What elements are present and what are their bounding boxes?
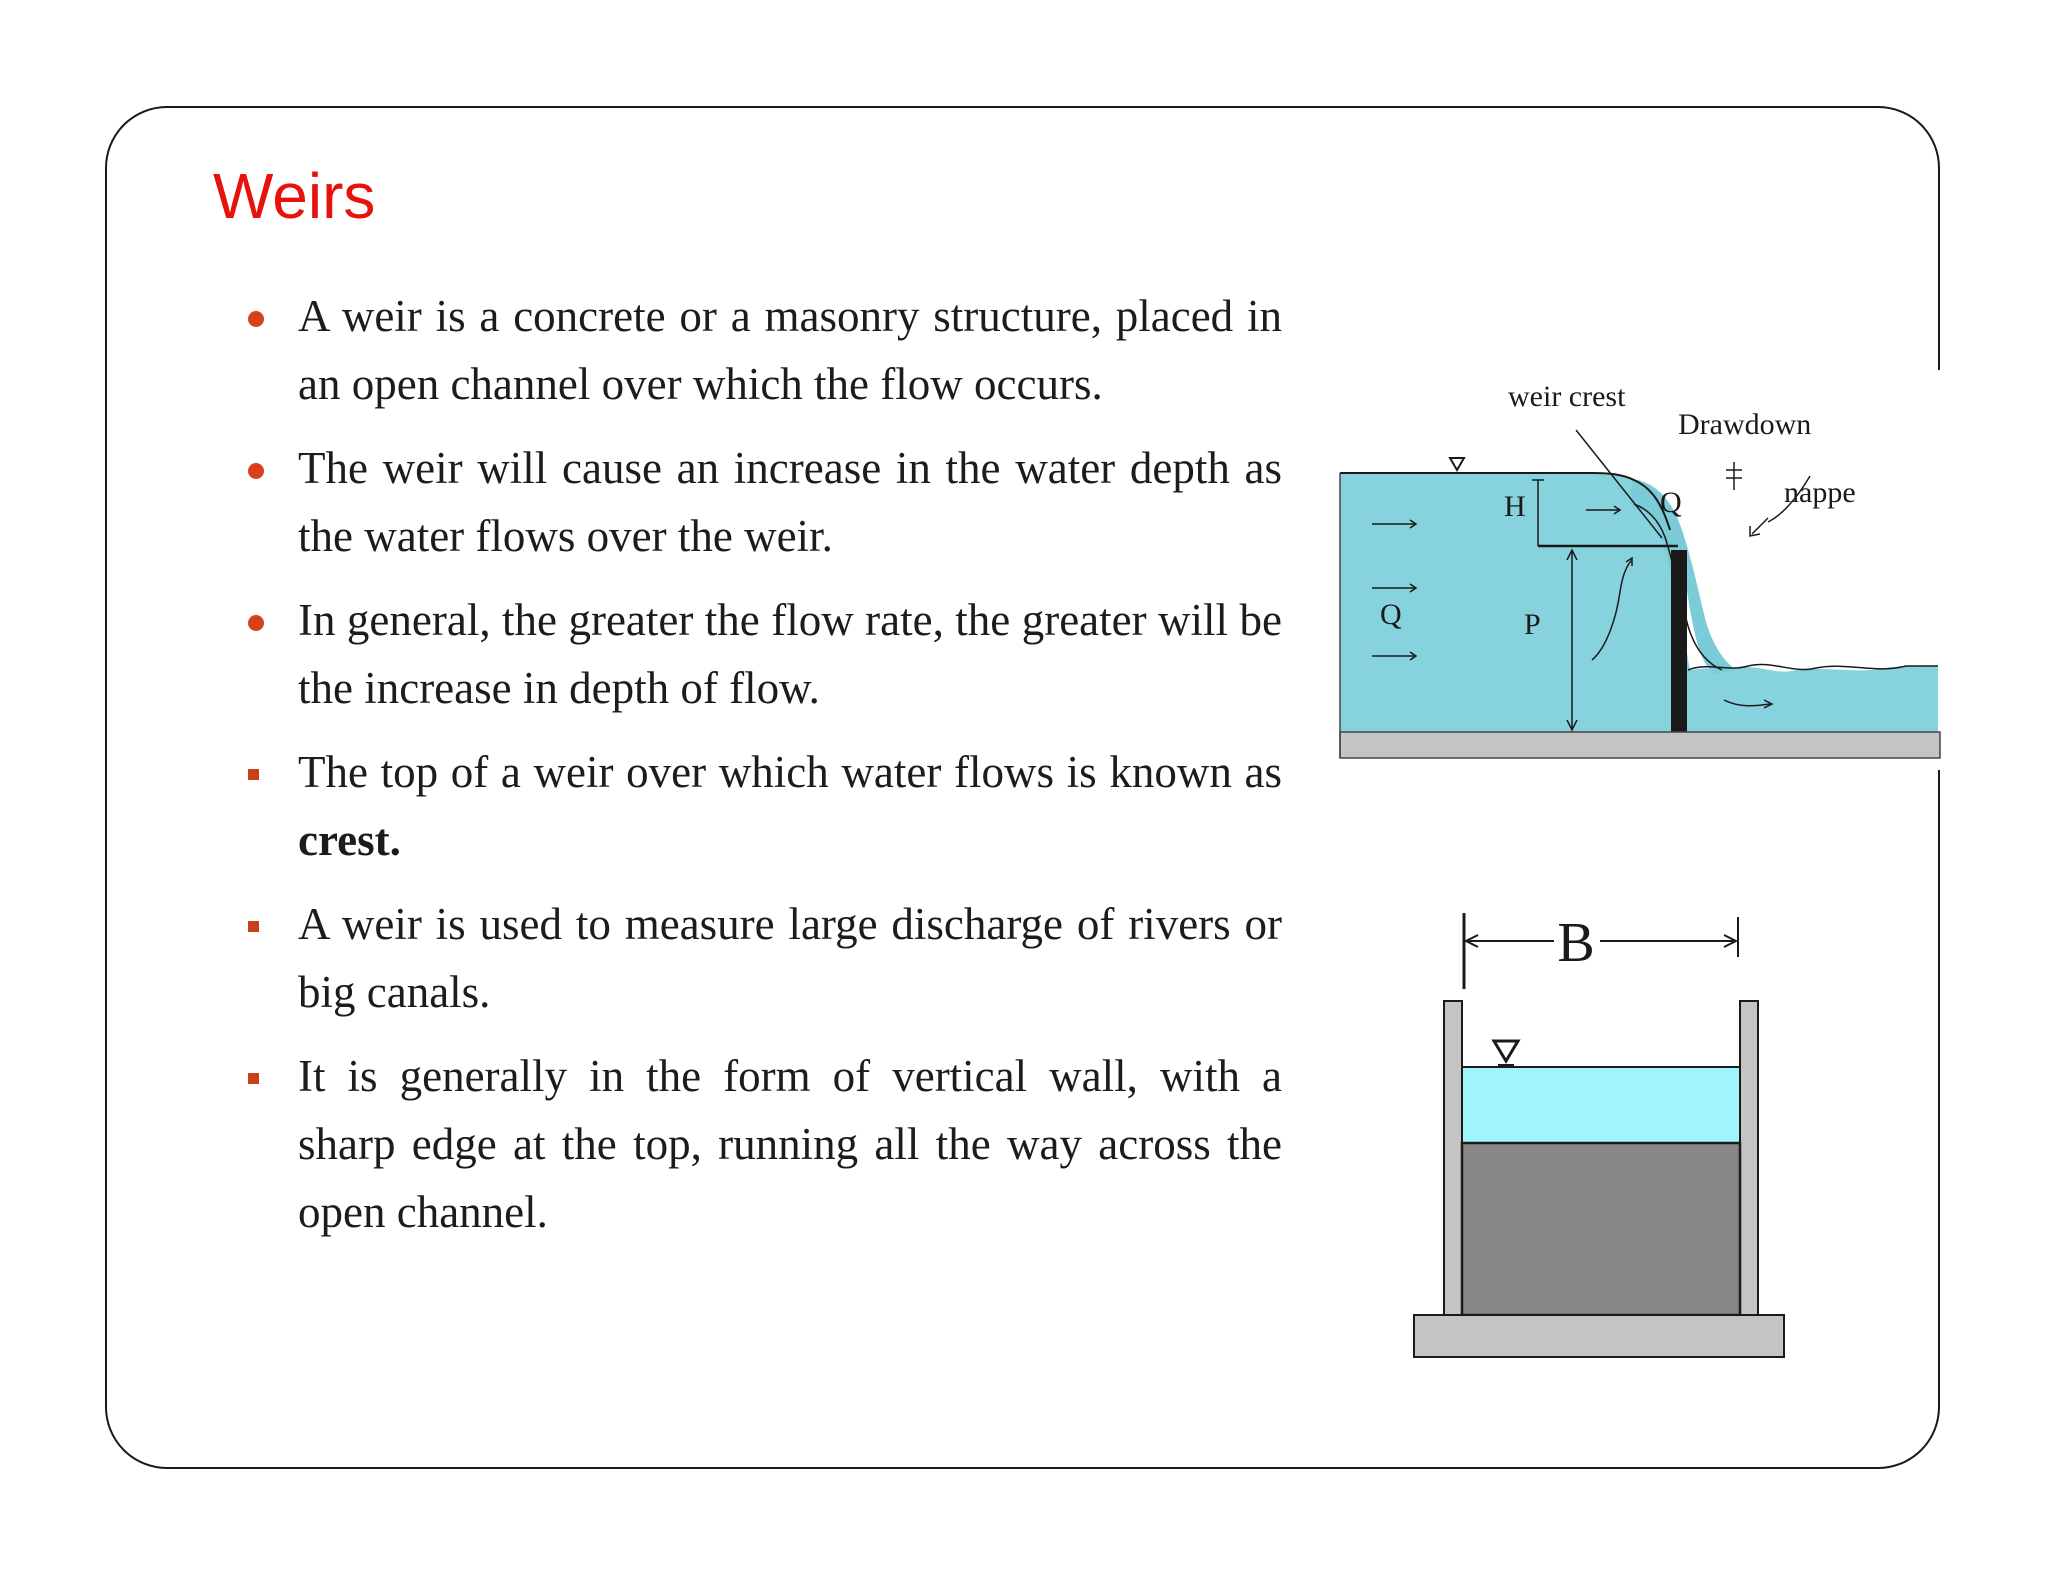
bullet-text: It is generally in the form of vertical wall, with a sharp edge at the top, running all the way across the open channel. — [298, 1051, 1282, 1237]
weir-front-view-diagram — [1404, 905, 1792, 1365]
bullet-dot-icon — [248, 586, 264, 654]
bullet-square-icon — [248, 738, 259, 806]
bullet-square-icon — [248, 890, 259, 958]
q-upstream-label: Q — [1380, 598, 1402, 631]
channel-bed — [1340, 732, 1940, 758]
bullet-item — [240, 434, 1282, 570]
weir-crest-label: weir crest — [1508, 380, 1626, 413]
bullet-item — [240, 738, 1282, 874]
weir-side-view-diagram — [1336, 370, 1942, 770]
bullet-text: In general, the greater the flow rate, the greater will be the increase in depth of flow. — [298, 595, 1282, 713]
bullet-item — [240, 890, 1282, 1026]
q-over-label: Q — [1660, 486, 1682, 519]
weir-body — [1462, 1143, 1740, 1315]
weir-plate — [1671, 550, 1687, 732]
bullet-square-icon — [248, 1042, 259, 1110]
h-label: H — [1504, 490, 1526, 523]
bullet-text: The top of a weir over which water flows is known as — [298, 747, 1282, 797]
bullet-text: A weir is used to measure large discharge of rivers or big canals. — [298, 899, 1282, 1017]
downstream-water — [1676, 666, 1938, 732]
bullet-item — [240, 1042, 1282, 1246]
bullet-text: A weir is a concrete or a masonry structure, placed in an open channel over which the flow occurs. — [298, 291, 1282, 409]
b-label: B — [1557, 912, 1595, 974]
right-wall — [1740, 1001, 1758, 1315]
water-level-icon — [1494, 1041, 1518, 1061]
bullet-text: The weir will cause an increase in the water depth as the water flows over the weir. — [298, 443, 1282, 561]
slide-title: Weirs — [213, 160, 376, 232]
bullet-text-bold: crest. — [298, 815, 401, 865]
drawdown-label: Drawdown — [1678, 408, 1812, 441]
bullet-dot-icon — [248, 282, 264, 350]
bullet-item — [240, 282, 1282, 418]
nappe-label: nappe — [1784, 476, 1856, 509]
bullet-dot-icon — [248, 434, 264, 502]
bullet-item — [240, 586, 1282, 722]
p-label: P — [1524, 608, 1541, 641]
bullet-list — [240, 282, 1282, 1262]
channel-base — [1414, 1315, 1784, 1357]
left-wall — [1444, 1001, 1462, 1315]
water-over-crest — [1462, 1067, 1740, 1143]
